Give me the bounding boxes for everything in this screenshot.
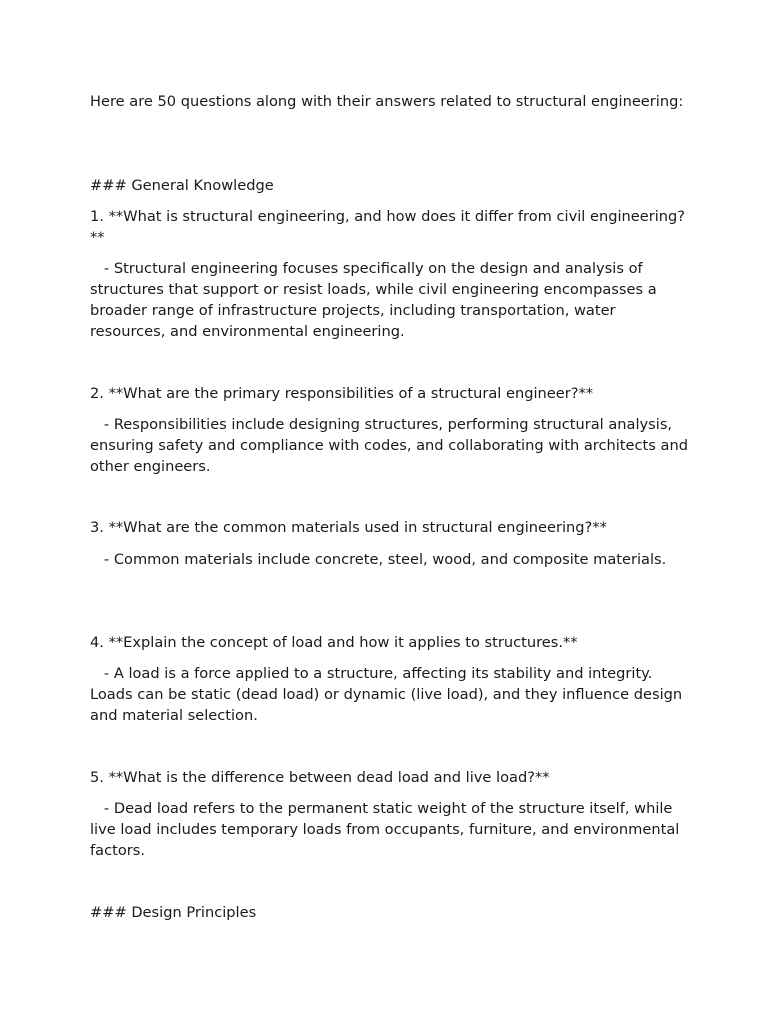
answer-4: - A load is a force applied to a structure, affecting its stability and integrity. Loads can be static (dead load) or dynamic (live load), and they influence design and material selection. [90, 665, 687, 724]
intro-paragraph: Here are 50 questions along with their answers related to structural engineering: [90, 93, 684, 110]
section-heading-design-principles: ### Design Principles [90, 904, 257, 921]
question-1: 1. **What is structural engineering, and how does it differ from civil engineering?** [90, 208, 686, 246]
question-4: 4. **Explain the concept of load and how it applies to structures.** [90, 634, 578, 651]
answer-1: - Structural engineering focuses specifically on the design and analysis of structures that support or resist loads, while civil engineering encompasses a broader range of infrastructure projects, including transportation, water resources, and environmental engineering. [90, 260, 662, 340]
section-heading-general-knowledge: ### General Knowledge [90, 177, 274, 194]
answer-2: - Responsibilities include designing structures, performing structural analysis, ensuring safety and compliance with codes, and collaborating with architects and other engineers. [90, 416, 693, 475]
answer-3: - Common materials include concrete, steel, wood, and composite materials. [90, 551, 667, 568]
answer-5: - Dead load refers to the permanent static weight of the structure itself, while live load includes temporary loads from occupants, furniture, and environmental factors. [90, 800, 684, 859]
question-5: 5. **What is the difference between dead load and live load?** [90, 769, 550, 786]
question-3: 3. **What are the common materials used in structural engineering?** [90, 519, 607, 536]
question-2: 2. **What are the primary responsibilities of a structural engineer?** [90, 385, 594, 402]
